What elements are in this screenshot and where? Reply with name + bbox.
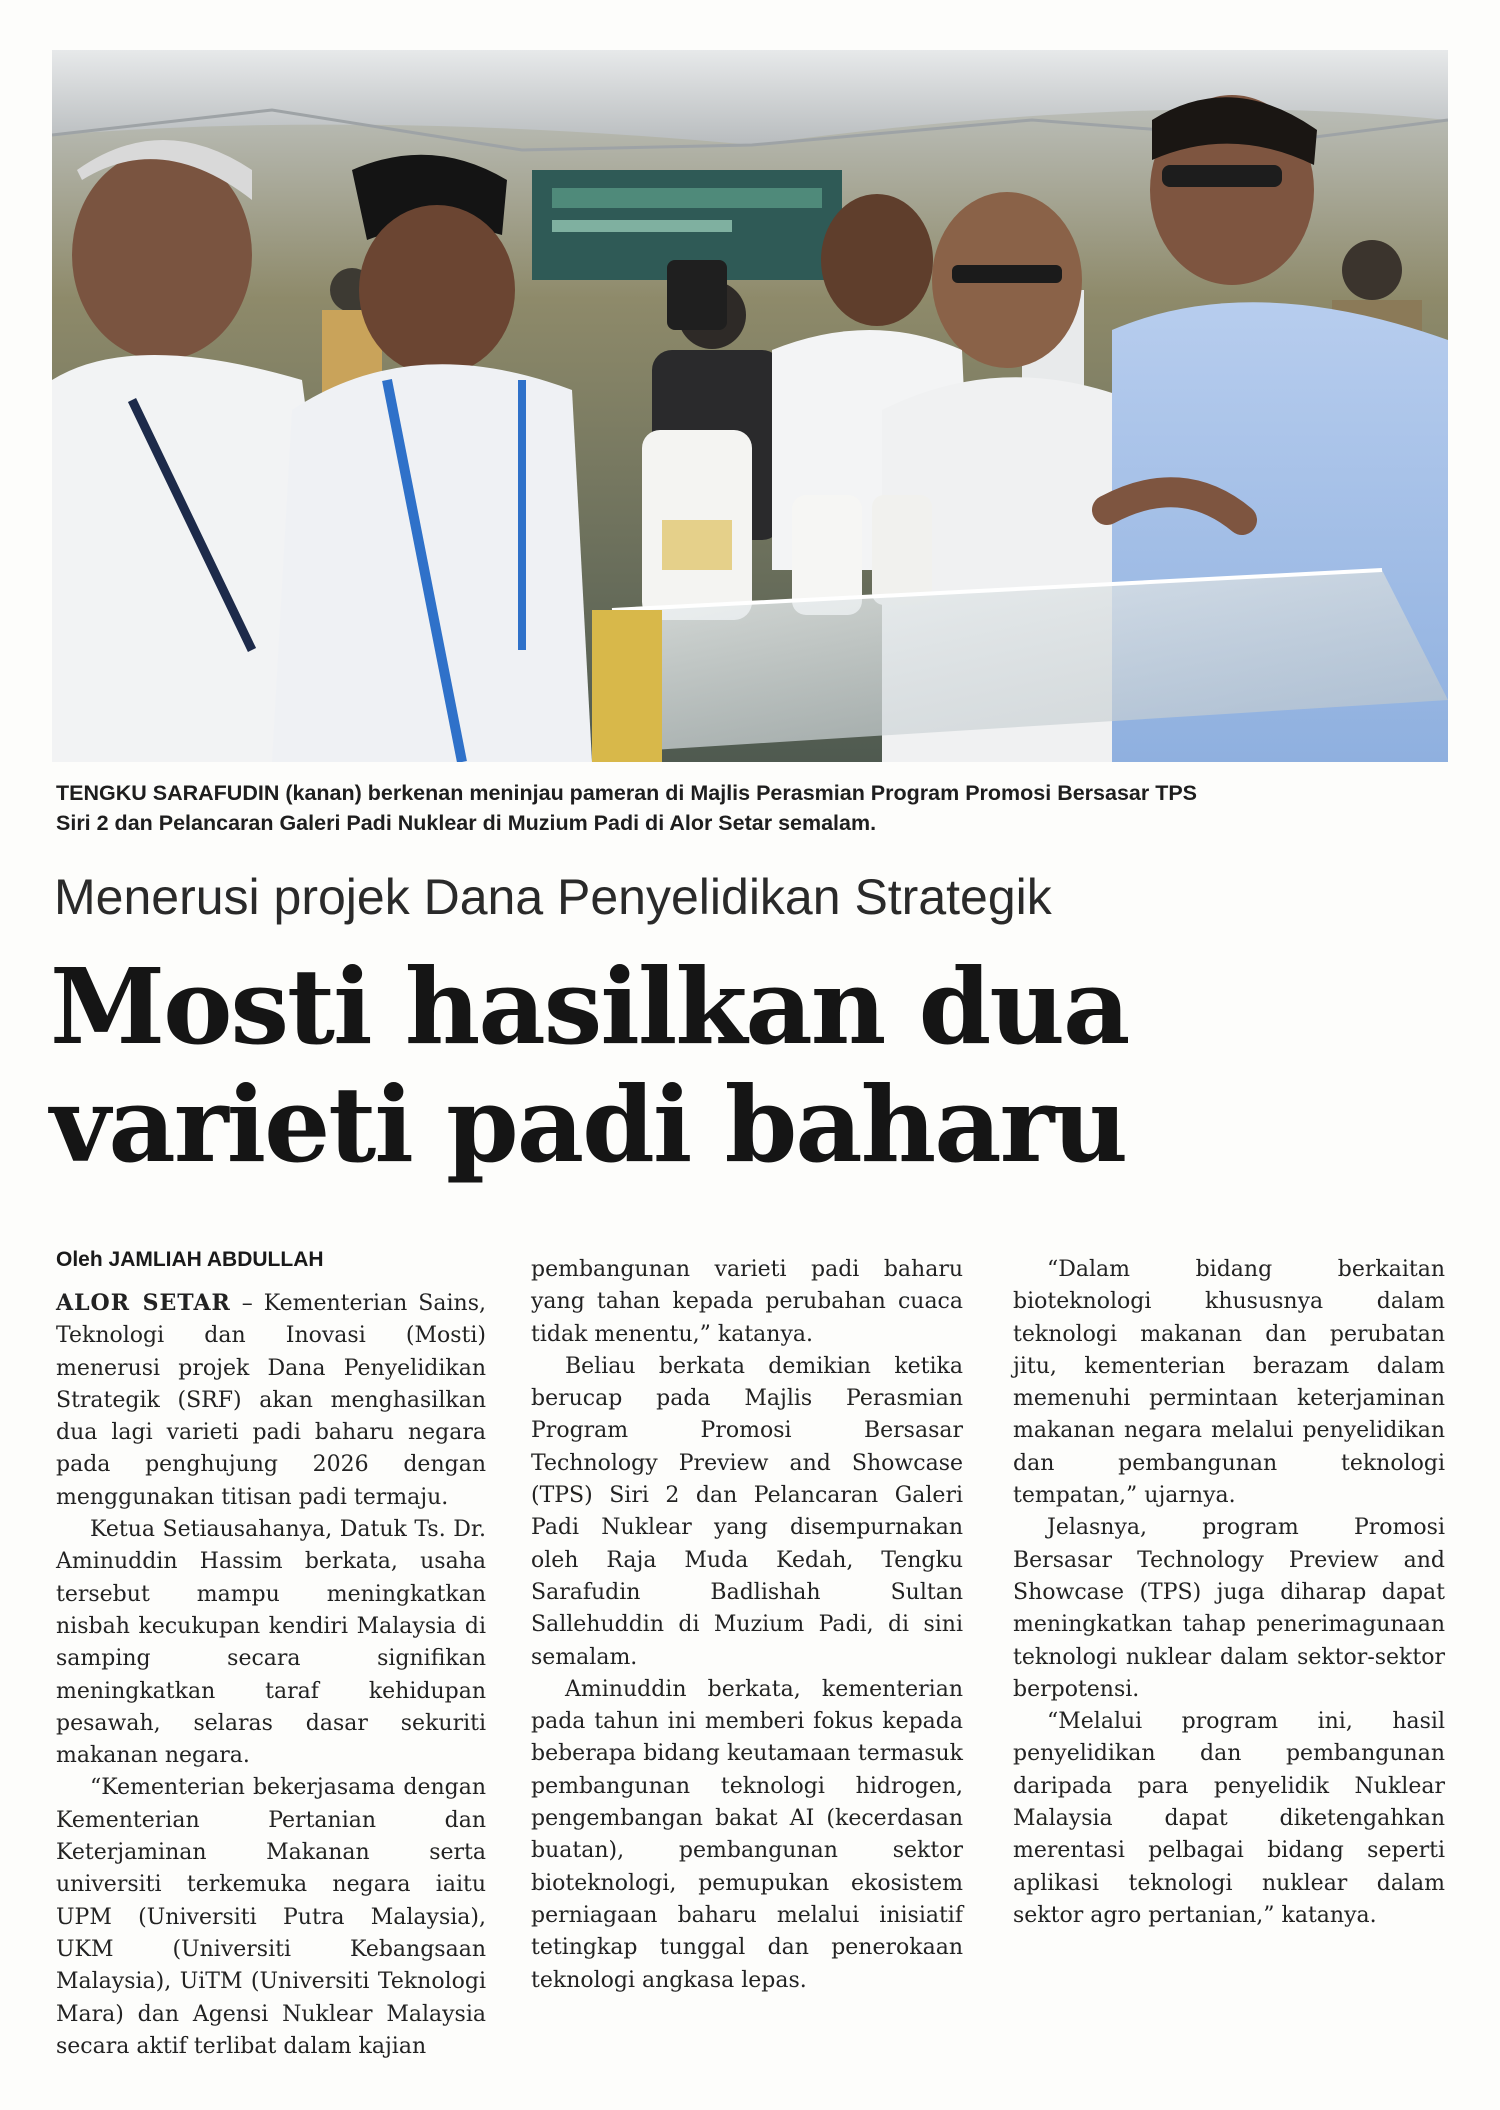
caption-line-2: Siri 2 dan Pelancaran Galeri Padi Nuklear di Muzium Padi di Alor Setar semalam. bbox=[56, 811, 877, 835]
photo-caption bbox=[56, 778, 1436, 838]
article-paragraph: Aminuddin berkata, kementerian pada tahun ini memberi fokus kepada beberapa bidang keutamaan termasuk pembangunan teknologi hidrogen, pengembangan bakat AI (kecerdasan buatan), pembangunan sektor bioteknologi, pemupukan ekosistem perniagaan baharu melalui inisiatif tetingkap tunggal dan penerokaan teknologi angkasa lepas. bbox=[531, 1676, 963, 1993]
caption-line-1: TENGKU SARAFUDIN (kanan) berkenan meninjau pameran di Majlis Perasmian Program Promosi Bersasar TPS bbox=[56, 781, 1198, 805]
byline: Oleh JAMLIAH ABDULLAH bbox=[56, 1248, 324, 1271]
kicker: Menerusi projek Dana Penyelidikan Strategik bbox=[54, 869, 1052, 925]
article-paragraph bbox=[56, 1287, 486, 1514]
article-column-1 bbox=[56, 1287, 486, 2063]
paragraph-1-text: – Kementerian Sains, Teknologi dan Inovasi (Mosti) menerusi projek Dana Penyelidikan Strategik (SRF) akan menghasilkan dua lagi varieti padi baharu negara pada penghujung 2026 dengan menggunakan titisan padi termaju. bbox=[56, 1291, 486, 1510]
article-column-3 bbox=[1013, 1254, 1445, 1932]
article-paragraph: Ketua Setiausahanya, Datuk Ts. Dr. Aminuddin Hassim berkata, usaha tersebut mampu meningkatkan nisbah kecukupan kendiri Malaysia di samping secara signifikan meningkatkan taraf kehidupan pesawah, selaras dasar sekuriti makanan negara. bbox=[56, 1517, 486, 1769]
article-paragraph: Beliau berkata demikian ketika berucap pada Majlis Perasmian Program Promosi Bersasar Technology Preview and Showcase (TPS) Siri 2 dan Pelancaran Galeri Padi Nuklear yang disempurnakan oleh Raja Muda Kedah, Tengku Sarafudin Badlishah Sultan Sallehuddin di Muzium Padi, di sini semalam. bbox=[531, 1353, 963, 1670]
headline bbox=[50, 945, 1450, 1186]
article-paragraph: Jelasnya, program Promosi Bersasar Technology Preview and Showcase (TPS) juga diharap dapat meningkatkan tahap penerimagunaan teknologi nuklear dalam sektor-sektor berpotensi. bbox=[1013, 1515, 1445, 1702]
headline-line-1: Mosti hasilkan dua bbox=[50, 945, 1129, 1068]
article-column-2 bbox=[531, 1254, 963, 1997]
news-photo bbox=[52, 50, 1448, 762]
article-paragraph-continued: pembangunan varieti padi baharu yang tahan kepada perubahan cuaca tidak menentu,” katanya. bbox=[531, 1257, 963, 1347]
headline-line-2: varieti padi baharu bbox=[50, 1063, 1127, 1186]
article-paragraph: “Kementerian bekerjasama dengan Kementerian Pertanian dan Keterjaminan Makanan serta universiti terkemuka negara iaitu UPM (Universiti Putra Malaysia), UKM (Universiti Kebangsaan Malaysia), UiTM (Universiti Teknologi Mara) dan Agensi Nuklear Malaysia secara aktif terlibat dalam kajian bbox=[56, 1775, 486, 2059]
photo-illustration bbox=[52, 50, 1448, 762]
article-paragraph: “Melalui program ini, hasil penyelidikan dan pembangunan daripada para penyelidik Nuklear Malaysia dapat diketengahkan merentasi pelbagai bidang seperti aplikasi teknologi nuklear dalam sektor agro pertanian,” katanya. bbox=[1013, 1709, 1445, 1928]
dateline: ALOR SETAR bbox=[56, 1290, 231, 1316]
article-paragraph: “Dalam bidang berkaitan bioteknologi khususnya dalam teknologi makanan dan perubatan jitu, kementerian berazam dalam memenuhi permintaan keterjaminan makanan negara melalui penyelidikan dan pembangunan teknologi tempatan,” ujarnya. bbox=[1013, 1257, 1445, 1509]
